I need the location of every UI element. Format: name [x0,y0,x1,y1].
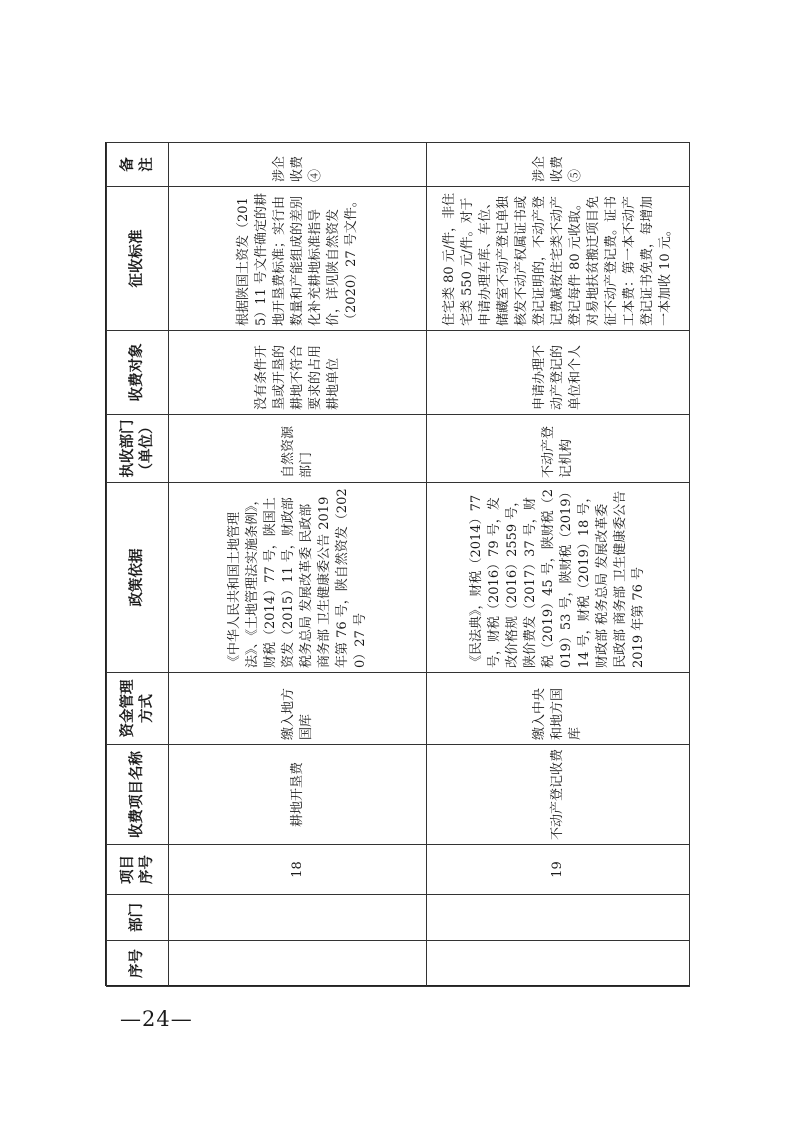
cell-standard: 住宅类 80 元/件，非住宅类 550 元/件。对于申请办理车库、车位、储藏室不动产登记单独核发不动产权属证书或登记证明的，不动产登记费减按住宅类不动产登记每件 80 元收取。对易地扶贫搬迁项目免征不动产登记费。证书工本费：第一本不动产登记证书免费，每增加一本加收 10 元。 [427,187,690,331]
table-row [427,143,690,987]
header-fund-mgmt: 资金管理方式 [107,673,169,745]
header-item-seq: 项目序号 [107,845,169,895]
cell-item-seq: 19 [427,845,690,895]
cell-exec-dept: 自然资源部门 [169,415,427,483]
header-item-name: 收费项目名称 [107,745,169,845]
cell-standard: 根据陕国土资发（2015）11 号文件确定的耕地开垦费标准；实行由数量和产能组成的差别化补充耕地标准指导价，详见陕自然资发（2020）27 号文件。 [169,187,427,331]
cell-item-name: 耕地开垦费 [169,745,427,845]
page-number: —24— [120,1007,193,1031]
cell-policy: 《中华人民共和国土地管理法》、《土地管理法实施条例》，财税（2014）77 号，陕国土资发（2015）11 号，财政部 税务总局 发展改革委 民政部 商务部 卫生健康委公告 2019 年第 76 号，陕自然资发（2020）27 号 [169,483,427,673]
cell-remark: 涉企收费④ [169,143,427,187]
rotated-table [106,143,691,987]
header-remark: 备 注 [107,143,169,187]
header-target: 收费对象 [107,331,169,415]
cell-item-seq: 18 [169,845,427,895]
header-seq: 序号 [107,941,169,987]
cell-target: 没有条件开垦或开垦的耕地不符合要求的占用耕地单位 [169,331,427,415]
cell-seq [169,941,427,987]
cell-fund-mgmt: 缴入中央和地方国库 [427,673,690,745]
header-policy: 政策依据 [107,483,169,673]
cell-item-name: 不动产登记收费 [427,745,690,845]
table-row [169,143,427,987]
cell-fund-mgmt: 缴入地方国库 [169,673,427,745]
cell-seq [427,941,690,987]
fee-table [106,142,690,987]
header-exec-dept: 执收部门（单位） [107,415,169,483]
header-row [107,143,169,987]
cell-dept [169,895,427,941]
cell-remark: 涉企收费⑤ [427,143,690,187]
fee-table-frame [105,142,690,986]
cell-dept [427,895,690,941]
cell-target: 申请办理不动产登记的单位和个人 [427,331,690,415]
cell-exec-dept: 不动产登记机构 [427,415,690,483]
header-standard: 征收标准 [107,187,169,331]
header-dept: 部门 [107,895,169,941]
cell-policy: 《民法典》，财税（2014）77 号，财税（2016）79 号，发改价格规（2016）2559 号，陕价费发（2017）37 号，财税（2019）45 号，陕财税（2019）53 号，陕财税（2019）14 号，财税（2019）18 号，财政部 税务总局 发展改革委 民政部 商务部 卫生健康委公告 2019 年第 76 号 [427,483,690,673]
